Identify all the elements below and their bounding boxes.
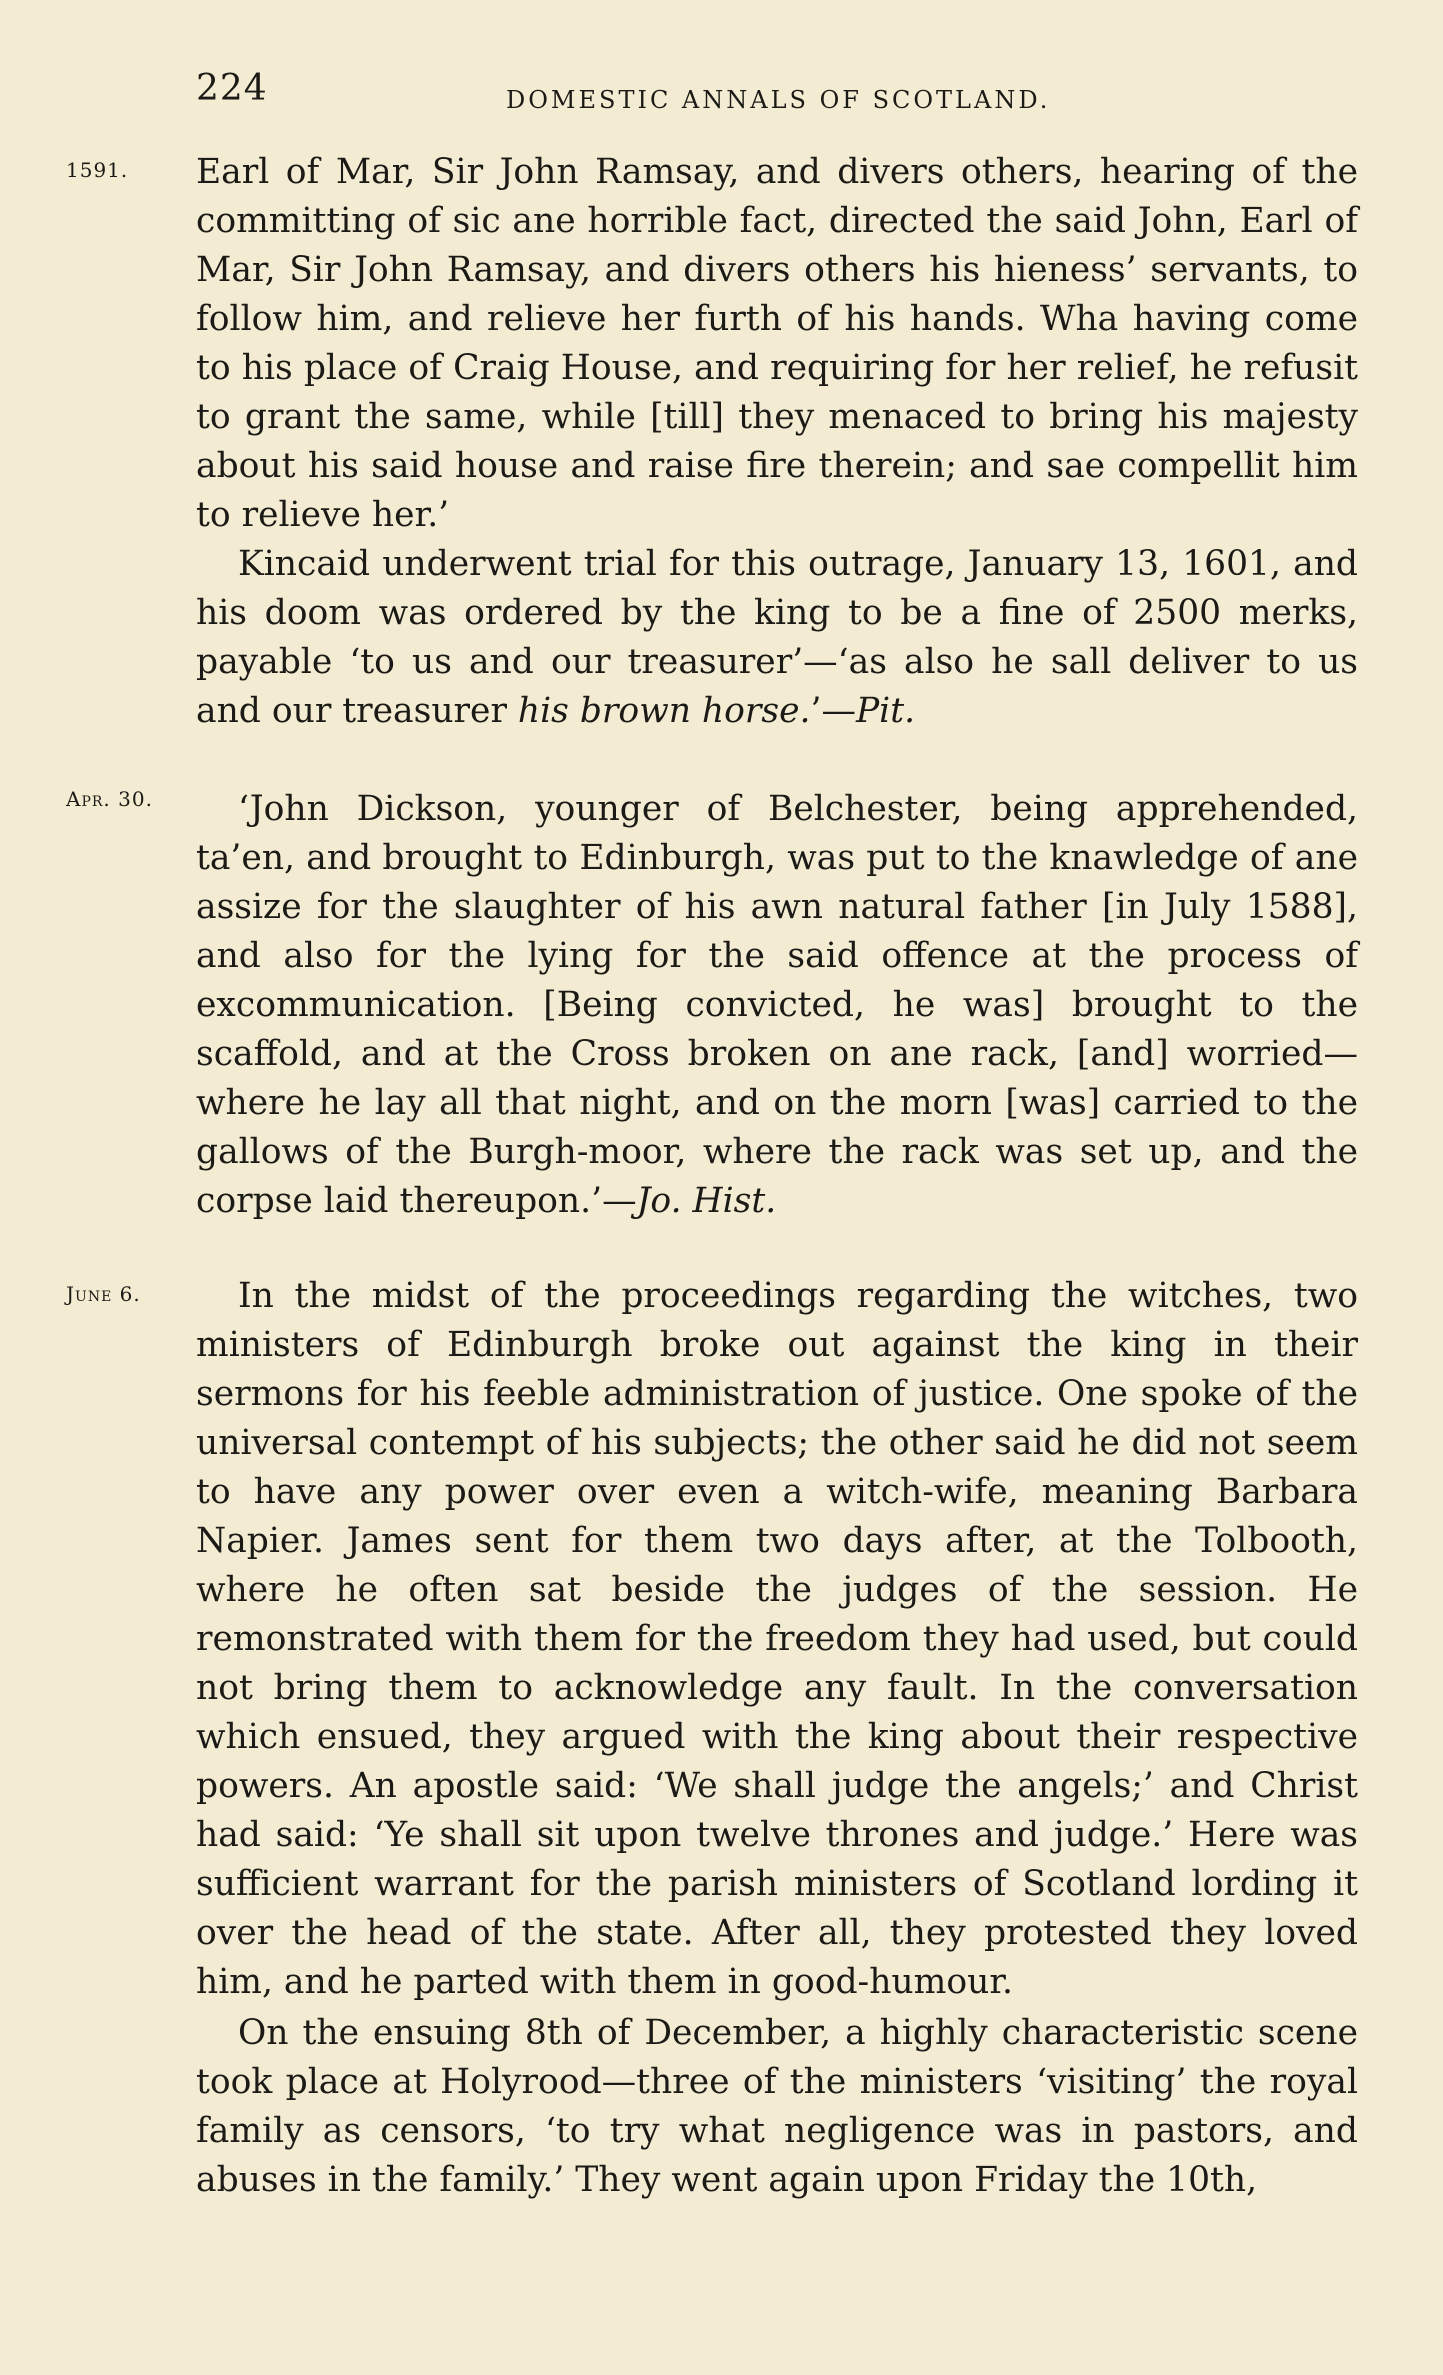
italic-phrase: his brown horse.: [517, 691, 811, 731]
paragraph-text: On the ensuing 8th of December, a highly characteristic scene took place at Holyrood—three of the ministers ‘visiting’ the royal family as censors, ‘to try what negligence was in pastors, and abuses in the family.’ They went again upon Friday the 10th,: [196, 2013, 1358, 2200]
margin-note-apr-30: Apr. 30.: [66, 787, 153, 811]
paragraph-text: Earl of Mar, Sir John Ramsay, and divers others, hearing of the committing of sic ane horrible fact, directed the said John, Earl of Mar, Sir John Ramsay, and divers others his hieness’ servants, to follow him, and relieve her furth of his hands. Wha having come to his place of Craig House, and requiring for her relief, he refusit to grant the same, while [till] they menaced to bring his majesty about his said house and raise fire therein; and sae compellit him to relieve her.’: [196, 152, 1358, 535]
paragraph-ministers-sermons: [196, 1272, 1358, 2007]
margin-note-june-6: June 6.: [66, 1282, 141, 1306]
paragraph-holyrood-visit: [196, 2009, 1358, 2205]
paragraph-kincaid-trial: [196, 540, 1358, 736]
paragraph-earl-of-mar: [196, 148, 1358, 540]
paragraph-text: In the midst of the proceedings regarding the witches, two ministers of Edinburgh broke out against the king in their sermons for his feeble administration of justice. One spoke of the universal contempt of his subjects; the other said he did not seem to have any power over even a witch-wife, meaning Barbara Napier. James sent for them two days after, at the Tolbooth, where he often sat beside the judges of the session. He remonstrated with them for the freedom they had used, but could not bring them to acknowledge any fault. In the conversation which ensued, they argued with the king about their respective powers. An apostle said: ‘We shall judge the angels;’ and Christ had said: ‘Ye shall sit upon twelve thrones and judge.’ Here was sufficient warrant for the parish ministers of Scotland lording it over the head of the state. After all, they protested they loved him, and he parted with them in good-humour.: [196, 1276, 1358, 2002]
page-number: 224: [196, 68, 268, 109]
margin-note-year: 1591.: [66, 158, 129, 182]
source-citation: Jo. Hist.: [636, 1181, 777, 1221]
paragraph-text: ‘John Dickson, younger of Belchester, being apprehended, ta’en, and brought to Edinburgh, was put to the knawledge of ane assize for the slaughter of his awn natural father [in July 1588], and also for the lying for the said offence at the process of excommunication. [Being convicted, he was] brought to the scaffold, and at the Cross broken on ane rack, [and] worried—where he lay all that night, and on the morn [was] carried to the gallows of the Burgh-moor, where the rack was set up, and the corpse laid thereupon.’—: [196, 789, 1358, 1221]
quote-close: ’—: [810, 691, 856, 731]
running-head: [196, 68, 1356, 118]
paragraph-john-dickson: [196, 785, 1358, 1226]
running-title: DOMESTIC ANNALS OF SCOTLAND.: [506, 86, 1051, 114]
paragraph-text: Kincaid underwent trial for this outrage, January 13, 1601, and his doom was ordered by the king to be a fine of 2500 merks, payable ‘to us and our treasurer’—‘as also he sall deliver to us and our treasurer: [196, 544, 1358, 731]
source-citation: Pit.: [855, 691, 916, 731]
